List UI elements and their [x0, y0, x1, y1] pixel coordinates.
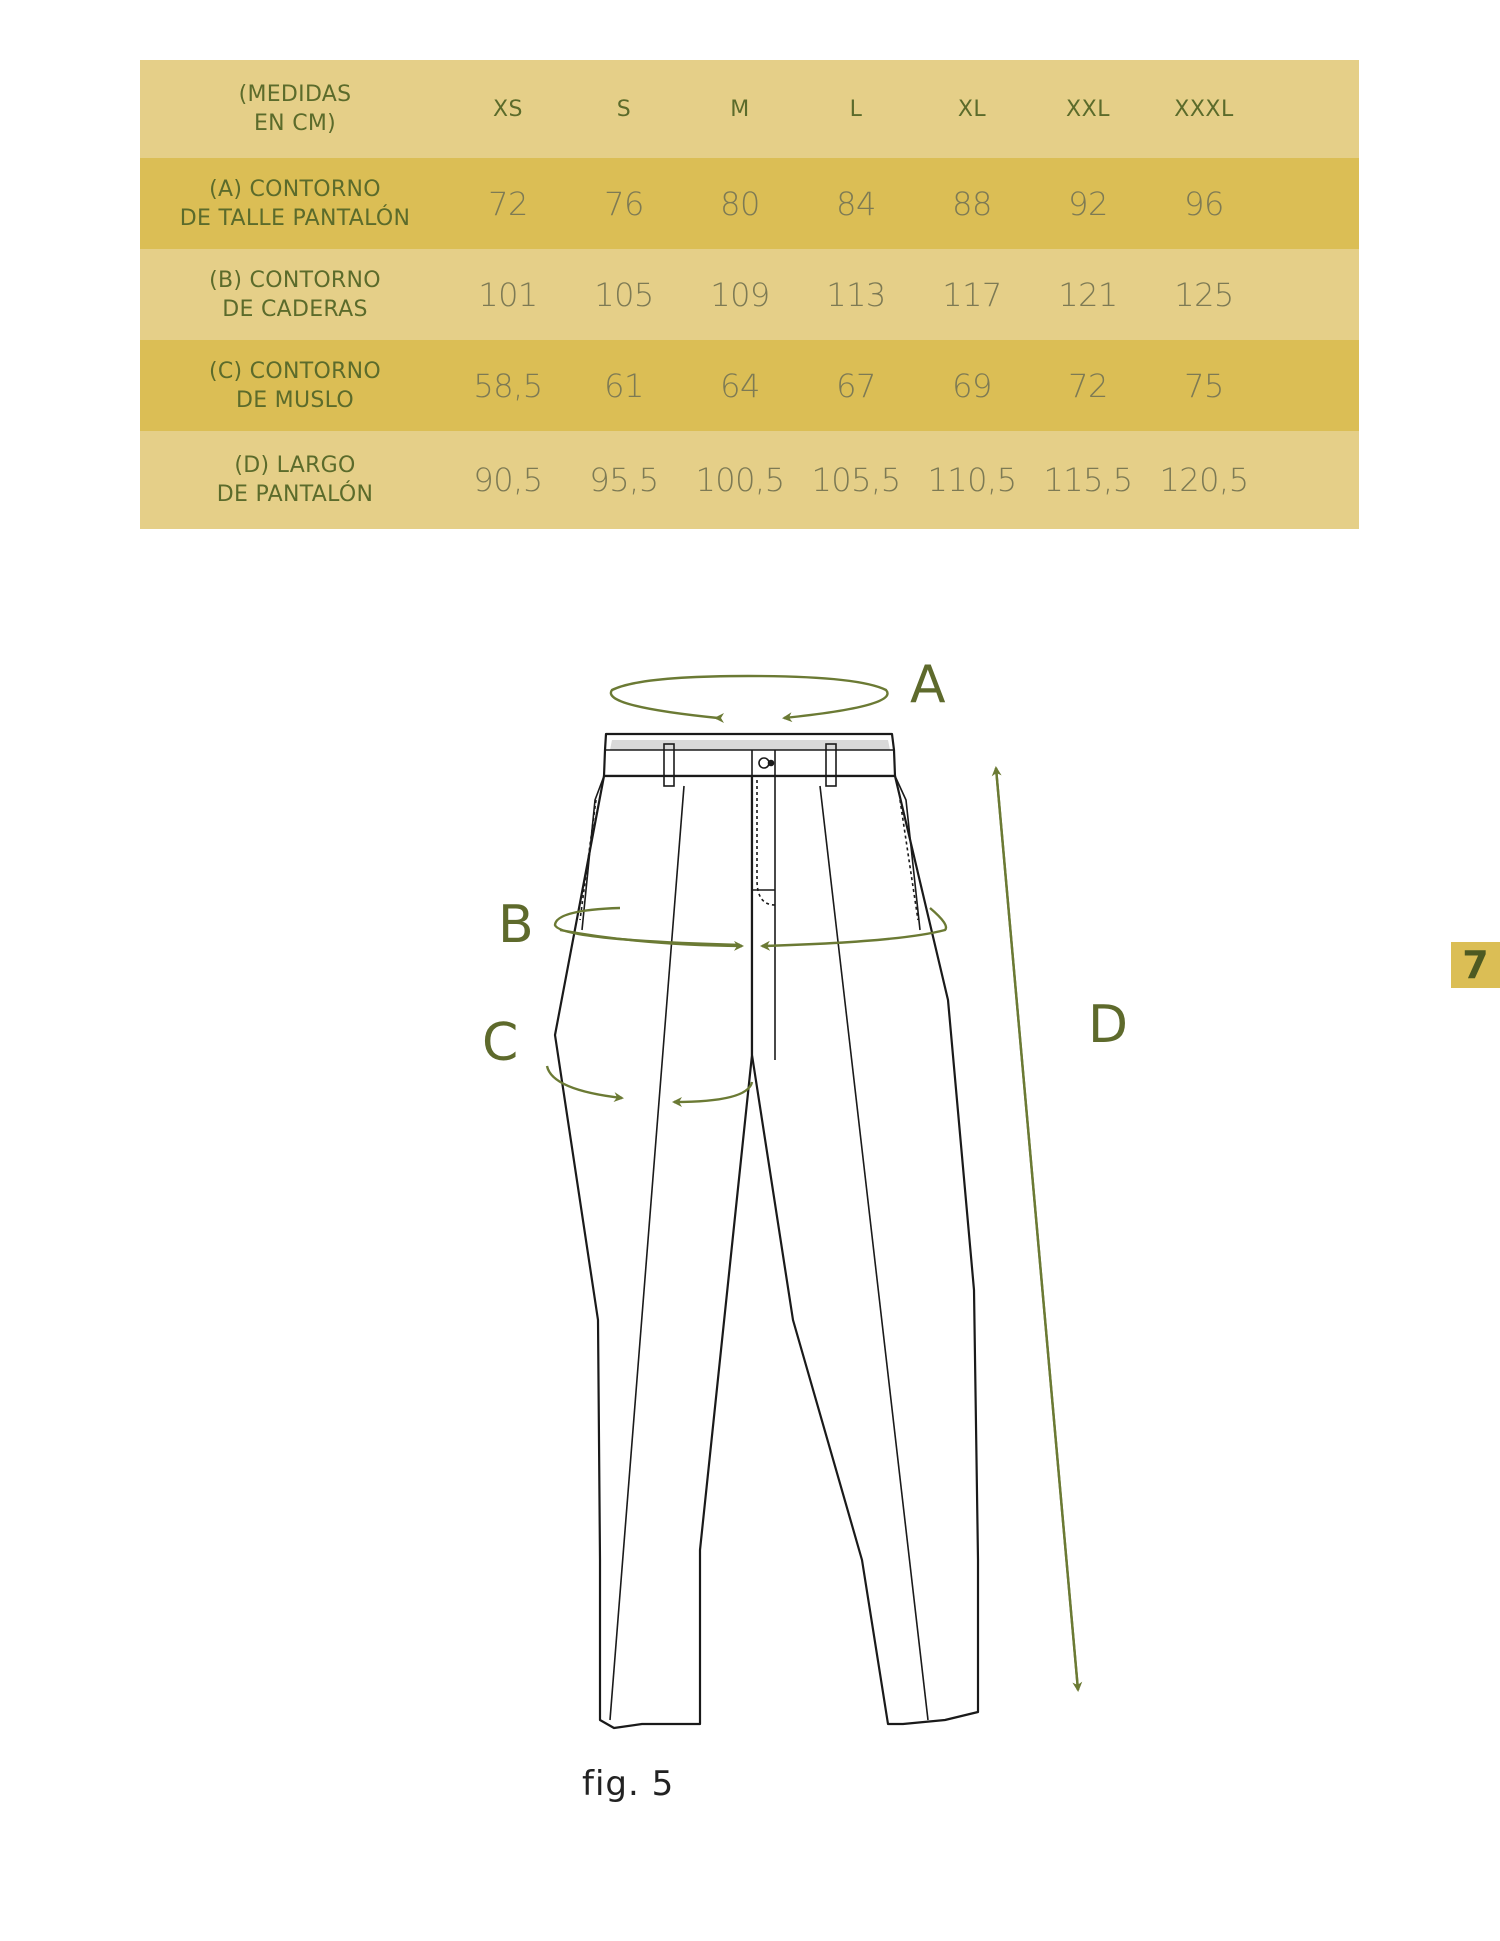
size-header: S [616, 96, 632, 122]
table-cell: 69 [952, 366, 992, 405]
table-cell: 58,5 [473, 366, 543, 405]
table-cell: 117 [942, 275, 1002, 314]
row-label-line2: DE TALLE PANTALÓN [179, 205, 411, 231]
table-cell: 110,5 [927, 461, 1017, 499]
table-cell: 105,5 [811, 461, 901, 499]
size-header: M [730, 96, 750, 122]
row-label-line1: (B) CONTORNO [209, 267, 381, 293]
label-b: B [498, 895, 534, 955]
table-cell: 90,5 [473, 461, 543, 499]
size-header: XXL [1066, 96, 1110, 122]
label-a: A [910, 655, 946, 715]
row-label-line1: (C) CONTORNO [208, 358, 382, 384]
table-cell: 72 [488, 184, 528, 223]
figure-caption: fig. 5 [582, 1764, 675, 1804]
arrow-a-right [611, 676, 888, 718]
table-cell: 101 [478, 275, 538, 314]
table-cell: 115,5 [1043, 461, 1133, 499]
table-cell: 75 [1184, 366, 1224, 405]
table-cell: 109 [710, 275, 770, 314]
table-cell: 125 [1174, 275, 1234, 314]
table-cell: 92 [1068, 184, 1108, 223]
table-cell: 67 [836, 366, 876, 405]
table-cell: 105 [594, 275, 654, 314]
table-cell: 96 [1184, 184, 1224, 223]
label-c: C [482, 1013, 519, 1073]
table-cell: 72 [1068, 366, 1108, 405]
table-cell: 120,5 [1159, 461, 1249, 499]
page-number: 7 [1451, 942, 1500, 988]
size-header: XL [957, 96, 987, 122]
size-header: L [849, 96, 863, 122]
arrow-d-bottom [996, 768, 1078, 1690]
left-leg [555, 776, 752, 1728]
table-cell: 113 [826, 275, 886, 314]
size-header: XXXL [1174, 96, 1234, 122]
row-label-line1: (D) LARGO [234, 453, 356, 478]
table-cell: 95,5 [589, 461, 659, 499]
label-d: D [1088, 995, 1129, 1055]
units-label-line2: EN CM) [253, 111, 337, 136]
row-label-line1: (A) CONTORNO [209, 176, 381, 202]
row-label-line2: DE CADERAS [222, 296, 368, 322]
units-label-line1: (MEDIDAS [238, 82, 352, 107]
size-header: XS [492, 96, 524, 122]
table-cell: 84 [836, 184, 876, 223]
table-cell: 80 [720, 184, 760, 223]
table-cell: 121 [1058, 275, 1118, 314]
table-cell: 100,5 [695, 461, 785, 499]
table-cell: 76 [604, 184, 644, 223]
right-leg [752, 776, 978, 1724]
table-cell: 64 [720, 366, 760, 405]
row-label-line2: DE MUSLO [235, 387, 355, 413]
row-label-line2: DE PANTALÓN [216, 482, 374, 507]
table-cell: 61 [604, 366, 644, 405]
table-cell: 88 [952, 184, 992, 223]
